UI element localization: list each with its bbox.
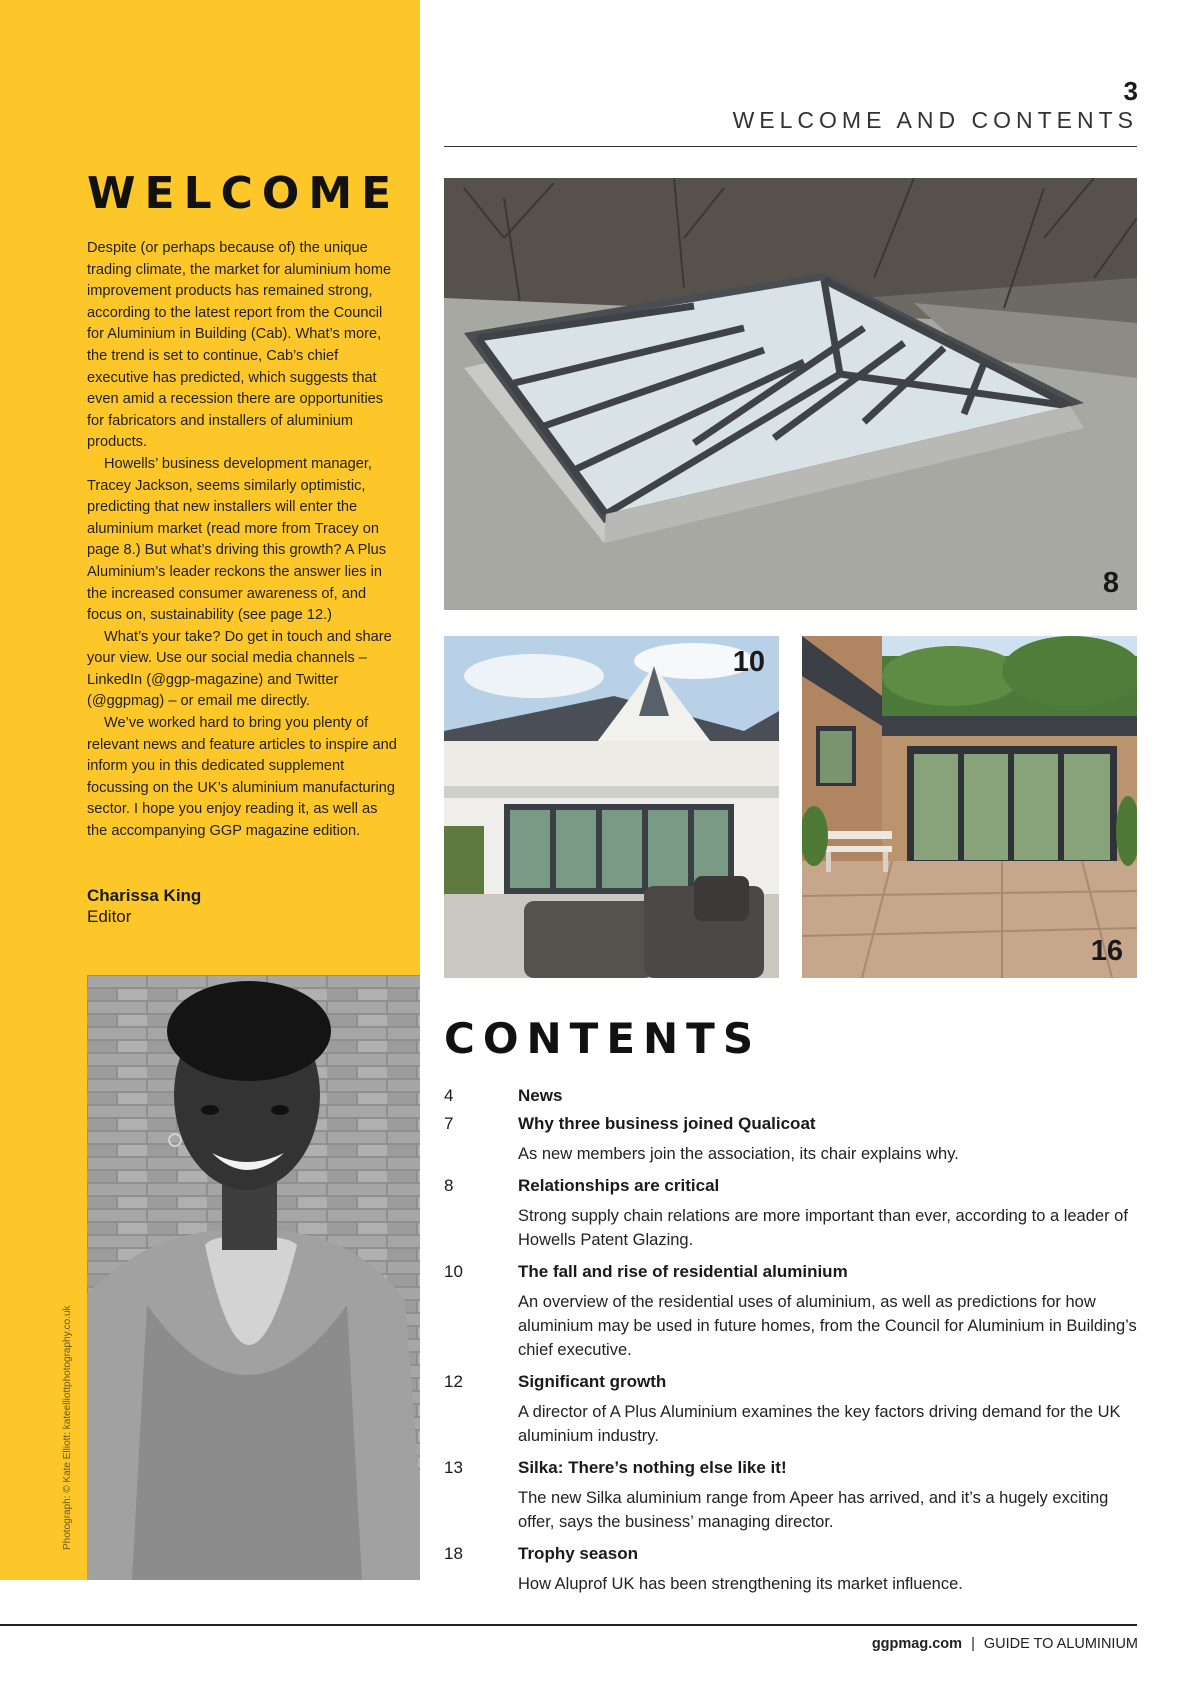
photo-page-label: 10 [732, 646, 765, 678]
photo-page-label: 8 [1102, 567, 1119, 599]
contents-page-number: 12 [444, 1372, 463, 1391]
portrait-image [87, 975, 420, 1580]
contents-page-number: 10 [444, 1262, 463, 1281]
welcome-paragraph: We’ve worked hard to bring you plenty of relevant news and feature articles to inspire and inform you in this dedicated supplement focussing on the UK’s aluminium manufacturing sector. I hope you enjoy reading it, as well as the accompanying GGP magazine edition. [87, 715, 397, 840]
contents-entry-description: The new Silka aluminium range from Apeer has arrived, and it’s a hugely exciting offer, says the business’ managing director. [518, 1489, 1109, 1531]
footer-divider [0, 1624, 1137, 1626]
contents-list [444, 1082, 1138, 1602]
footer-site-link[interactable]: ggpmag.com [871, 1636, 963, 1652]
house-extension-image [444, 636, 779, 978]
header-divider [444, 146, 1137, 147]
house-extension-photo [444, 636, 779, 978]
contents-entry-description: How Aluprof UK has been strengthening its market influence. [518, 1575, 963, 1593]
footer-separator: | [971, 1636, 975, 1652]
contents-page-number: 13 [444, 1458, 463, 1477]
contents-entry-title: Why three business joined Qualicoat [518, 1114, 816, 1133]
contents-entry-description: A director of A Plus Aluminium examines the key factors driving demand for the UK aluminium industry. [518, 1403, 1121, 1445]
welcome-body [87, 238, 399, 843]
contents-entry[interactable] [444, 1258, 1138, 1368]
editor-name: Charissa King [87, 886, 202, 905]
contents-page-number: 7 [444, 1114, 454, 1133]
contents-entry[interactable] [444, 1172, 1138, 1258]
contents-entry[interactable] [444, 1368, 1138, 1454]
photo-page-label: 16 [1090, 935, 1123, 967]
contents-page-number: 4 [444, 1086, 454, 1105]
contents-entry[interactable] [444, 1082, 1138, 1110]
roof-lantern-photo [444, 178, 1137, 610]
contents-entry-title: News [518, 1086, 563, 1105]
roof-lantern-image [444, 178, 1137, 610]
contents-entry-title: Trophy season [518, 1544, 638, 1563]
welcome-heading: WELCOME [87, 168, 401, 219]
footer-publication: GUIDE TO ALUMINIUM [983, 1636, 1138, 1652]
editor-role: Editor [87, 907, 132, 926]
garden-room-photo [802, 636, 1137, 978]
contents-entry[interactable] [444, 1110, 1138, 1172]
photo-credit: Photograph: © Kate Elliott: kateelliottphotography.co.uk [62, 1305, 73, 1550]
welcome-paragraph: What’s your take? Do get in touch and share your view. Use our social media channels – LinkedIn (@ggp-magazine) and Twitter (@ggpmag) – or email me directly. [87, 628, 392, 710]
contents-page-number: 18 [444, 1544, 463, 1563]
editor-portrait [87, 975, 420, 1580]
contents-entry[interactable] [444, 1540, 1138, 1602]
garden-room-image [802, 636, 1137, 978]
contents-entry-description: Strong supply chain relations are more important than ever, according to a leader of Howells Patent Glazing. [518, 1207, 1128, 1249]
footer [872, 1636, 1138, 1652]
contents-entry[interactable] [444, 1454, 1138, 1540]
contents-entry-description: As new members join the association, its chair explains why. [518, 1145, 959, 1163]
contents-entry-title: Significant growth [518, 1372, 667, 1391]
contents-entry-description: An overview of the residential uses of aluminium, as well as predictions for how aluminium may be used in future homes, from the Council for Aluminium in Building’s chief executive. [518, 1293, 1137, 1359]
section-title: WELCOME AND CONTENTS [732, 107, 1138, 133]
page-number: 3 [1123, 76, 1138, 106]
contents-entry-title: Relationships are critical [518, 1176, 720, 1195]
contents-entry-title: Silka: There’s nothing else like it! [518, 1458, 787, 1477]
welcome-paragraph: Howells’ business development manager, Tracey Jackson, seems similarly optimistic, predicting that new installers will enter the aluminium market (read more from Tracey on page 8.) But what’s driving this growth? A Plus Aluminium’s leader reckons the answer lies in the increased consumer awareness of, and focus on, sustainability (see page 12.) [87, 455, 387, 624]
contents-heading: CONTENTS [444, 1014, 762, 1063]
contents-entry-title: The fall and rise of residential aluminium [518, 1262, 848, 1281]
contents-page-number: 8 [444, 1176, 454, 1195]
welcome-paragraph: Despite (or perhaps because of) the unique trading climate, the market for aluminium home improvement products has remained strong, according to the latest report from the Council for Aluminium in Building (Cab). What’s more, the trend is set to continue, Cab’s chief executive has predicted, which suggests that even amid a recession there are opportunities for fabricators and installers of aluminium products. [87, 240, 392, 451]
